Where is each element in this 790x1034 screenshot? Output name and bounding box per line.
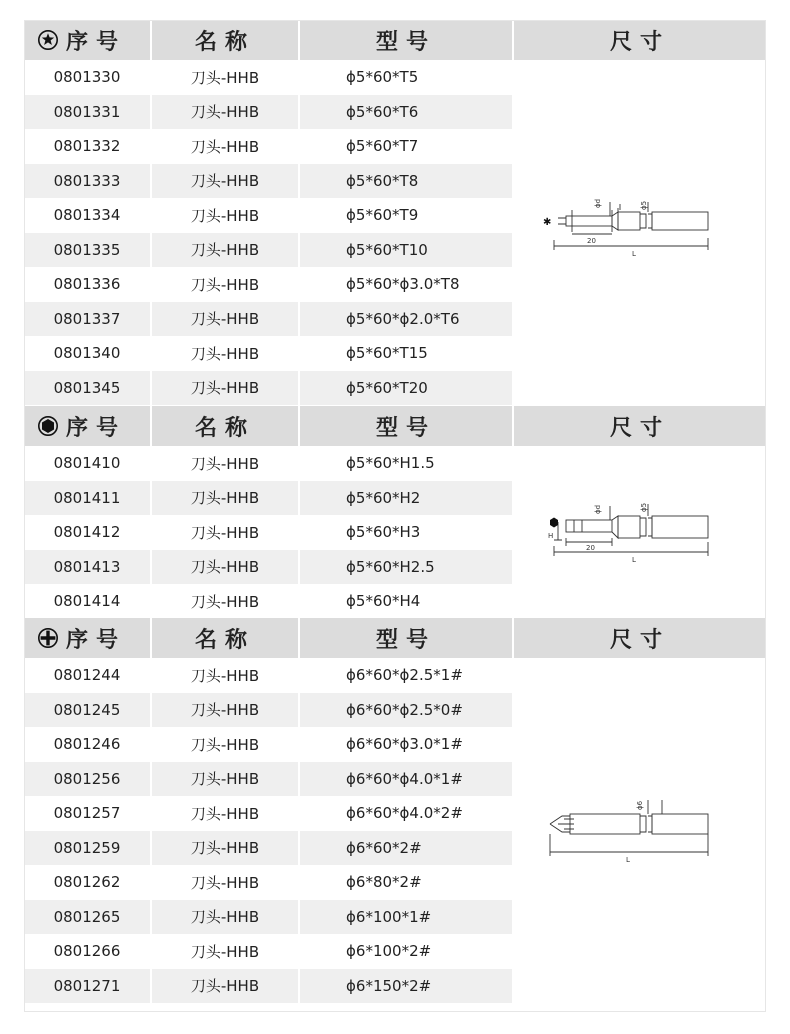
item-name: 刀头-HHB — [190, 873, 260, 892]
item-model: ϕ6*100*1# — [300, 900, 512, 934]
item-model: ϕ6*60*2# — [300, 831, 512, 865]
item-model: ϕ5*60*ϕ2.0*T6 — [300, 302, 512, 336]
item-model: ϕ6*60*ϕ3.0*1# — [346, 735, 463, 753]
item-code: 0801337 — [24, 302, 150, 336]
item-model: ϕ6*60*ϕ4.0*1# — [300, 762, 512, 796]
item-name: 刀头-HHB — [152, 95, 298, 129]
item-code: 0801330 — [53, 68, 121, 86]
item-code: 0801334 — [53, 206, 121, 224]
item-code: 0801332 — [53, 137, 121, 155]
item-name: 刀头-HHB — [152, 693, 298, 727]
header-size-label: 尺寸 — [609, 627, 670, 653]
header-model-label: 型号 — [375, 627, 436, 653]
item-code: 0801265 — [24, 900, 150, 934]
item-code: 0801244 — [53, 666, 121, 684]
item-name: 刀头-HHB — [152, 550, 298, 584]
item-model: ϕ5*60*H1.5 — [346, 454, 435, 472]
header-code-label: 序号 — [66, 627, 127, 653]
item-model: ϕ5*60*T5 — [346, 68, 419, 86]
item-name: 刀头-HHB — [152, 900, 298, 934]
item-name: 刀头-HHB — [190, 68, 260, 87]
item-code: 0801266 — [53, 942, 121, 960]
item-code: 0801412 — [53, 523, 121, 541]
item-model: ϕ5*60*H2.5 — [300, 550, 512, 584]
shank-diameter-label: ϕ5 — [640, 200, 648, 210]
item-model: ϕ5*60*T8 — [300, 164, 512, 198]
item-model: ϕ5*60*H2 — [300, 481, 512, 515]
item-name: 刀头-HHB — [152, 481, 298, 515]
item-name: 刀头-HHB — [152, 831, 298, 865]
item-name: 刀头-HHB — [190, 523, 260, 542]
item-name: 刀头-HHB — [190, 344, 260, 363]
item-name: 刀头-HHB — [190, 592, 260, 611]
total-length-label: L — [632, 250, 636, 258]
item-model: ϕ5*60*T7 — [346, 137, 419, 155]
item-model: ϕ5*60*T9 — [346, 206, 419, 224]
item-model: ϕ6*150*2# — [300, 969, 512, 1003]
total-length-label: L — [632, 556, 636, 564]
header-model-label: 型号 — [375, 29, 436, 55]
item-name: 刀头-HHB — [190, 942, 260, 961]
item-code: 0801414 — [53, 592, 121, 610]
item-name: 刀头-HHB — [190, 275, 260, 294]
header-model-label: 型号 — [375, 415, 436, 441]
item-model: ϕ6*80*2# — [346, 873, 422, 891]
item-name: 刀头-HHB — [152, 371, 298, 405]
length-label: 20 — [587, 237, 596, 245]
header-size-label: 尺寸 — [609, 415, 670, 441]
header-code-label: 序号 — [66, 29, 127, 55]
shank-diameter-label: ϕ5 — [640, 502, 648, 512]
tip-diameter-label: ϕd — [594, 504, 602, 514]
item-model: ϕ5*60*H4 — [346, 592, 421, 610]
item-model: ϕ5*60*T20 — [300, 371, 512, 405]
item-code: 0801331 — [24, 95, 150, 129]
item-model: ϕ6*100*2# — [346, 942, 432, 960]
item-model: ϕ5*60*ϕ3.0*T8 — [346, 275, 460, 293]
item-name: 刀头-HHB — [190, 666, 260, 685]
item-code: 0801262 — [53, 873, 121, 891]
item-code: 0801256 — [24, 762, 150, 796]
shank-diameter-label: ϕ6 — [636, 800, 644, 810]
header-name-label: 名称 — [194, 415, 255, 441]
item-code: 0801246 — [53, 735, 121, 753]
tip-diameter-label: ϕd — [594, 198, 602, 208]
item-code: 0801336 — [53, 275, 121, 293]
item-model: ϕ6*60*ϕ2.5*1# — [346, 666, 463, 684]
torx-mark: ✱ — [543, 217, 552, 228]
header-size-label: 尺寸 — [609, 29, 670, 55]
header-code-label: 序号 — [66, 415, 127, 441]
item-code: 0801340 — [53, 344, 121, 362]
item-name: 刀头-HHB — [152, 762, 298, 796]
item-model: ϕ5*60*H3 — [346, 523, 421, 541]
item-name: 刀头-HHB — [190, 454, 260, 473]
item-model: ϕ6*60*ϕ2.5*0# — [300, 693, 512, 727]
item-name: 刀头-HHB — [152, 233, 298, 267]
item-model: ϕ5*60*T10 — [300, 233, 512, 267]
item-model: ϕ5*60*T6 — [300, 95, 512, 129]
item-code: 0801335 — [24, 233, 150, 267]
total-length-label: L — [626, 856, 630, 864]
table-border — [24, 20, 766, 1012]
length-label: 20 — [586, 544, 595, 552]
item-name: 刀头-HHB — [190, 804, 260, 823]
item-name: 刀头-HHB — [190, 137, 260, 156]
item-code: 0801333 — [24, 164, 150, 198]
item-code: 0801257 — [53, 804, 121, 822]
item-code: 0801245 — [24, 693, 150, 727]
item-code: 0801271 — [24, 969, 150, 1003]
item-code: 0801413 — [24, 550, 150, 584]
header-name-label: 名称 — [194, 29, 255, 55]
hex-size-label: H — [548, 532, 554, 540]
item-code: 0801259 — [24, 831, 150, 865]
item-name: 刀头-HHB — [190, 735, 260, 754]
item-model: ϕ6*60*ϕ4.0*2# — [346, 804, 463, 822]
item-code: 0801410 — [53, 454, 121, 472]
item-code: 0801345 — [24, 371, 150, 405]
item-model: ϕ5*60*T15 — [346, 344, 428, 362]
item-code: 0801411 — [24, 481, 150, 515]
item-name: 刀头-HHB — [152, 164, 298, 198]
item-name: 刀头-HHB — [152, 969, 298, 1003]
item-name: 刀头-HHB — [152, 302, 298, 336]
item-name: 刀头-HHB — [190, 206, 260, 225]
header-name-label: 名称 — [194, 627, 255, 653]
